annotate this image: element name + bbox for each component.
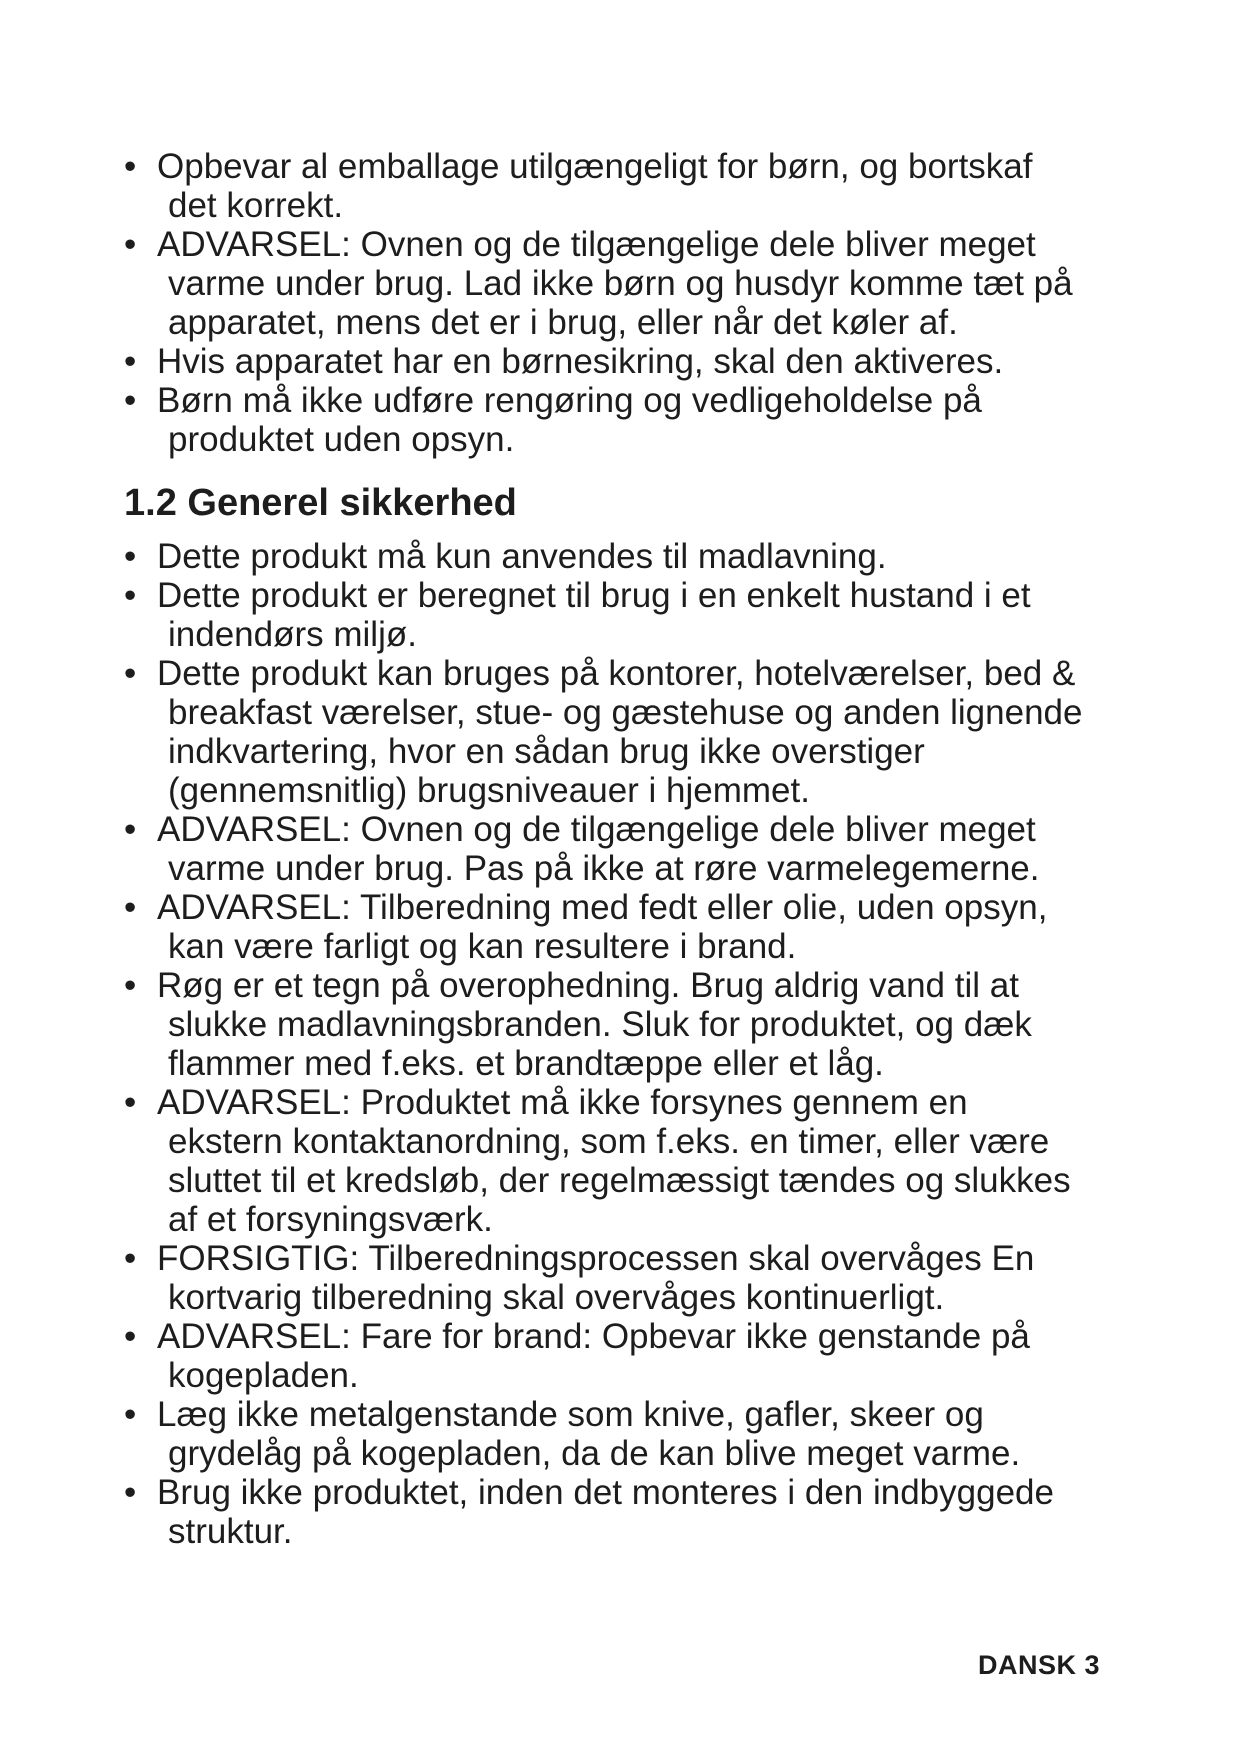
list-item — [124, 225, 1124, 342]
list-item-line: kogepladen. — [168, 1356, 359, 1395]
list-item-line: • Dette produkt er beregnet til brug i en enkelt hustand i et — [157, 576, 1031, 615]
list-item — [124, 810, 1124, 888]
list-item-line: kan være farligt og kan resultere i brand. — [168, 927, 797, 966]
list-item-line: varme under brug. Lad ikke børn og husdyr komme tæt på — [168, 264, 1073, 303]
page-content — [124, 147, 1124, 1551]
list-item-line: • ADVARSEL: Produktet må ikke forsynes gennem en — [157, 1083, 968, 1122]
list-item-line: indkvartering, hvor en sådan brug ikke overstiger — [168, 732, 925, 771]
safety-bullet-list — [124, 537, 1124, 1551]
list-item-line: • Røg er et tegn på overophedning. Brug aldrig vand til at — [157, 966, 1019, 1005]
list-item-line: slukke madlavningsbranden. Sluk for produktet, og dæk — [168, 1005, 1032, 1044]
list-item-line: • Brug ikke produktet, inden det monteres i den indbyggede — [157, 1473, 1054, 1512]
list-item-line: • ADVARSEL: Fare for brand: Opbevar ikke genstande på — [157, 1317, 1030, 1356]
list-item-line: • ADVARSEL: Tilberedning med fedt eller olie, uden opsyn, — [157, 888, 1048, 927]
list-item-line: produktet uden opsyn. — [168, 420, 515, 459]
list-item — [124, 381, 1124, 459]
list-item — [124, 1239, 1124, 1317]
page-footer: DANSK 3 — [977, 1650, 1100, 1680]
list-item-line: • Dette produkt må kun anvendes til madlavning. — [157, 537, 887, 576]
list-item-line: flammer med f.eks. et brandtæppe eller et låg. — [168, 1044, 884, 1083]
list-item-line: det korrekt. — [168, 186, 344, 225]
list-item-line: • ADVARSEL: Ovnen og de tilgængelige dele bliver meget — [157, 810, 1036, 849]
list-item — [124, 537, 1124, 576]
list-item — [124, 576, 1124, 654]
list-item — [124, 654, 1124, 810]
list-item-line: • ADVARSEL: Ovnen og de tilgængelige dele bliver meget — [157, 225, 1036, 264]
list-item-line: varme under brug. Pas på ikke at røre varmelegemerne. — [168, 849, 1040, 888]
list-item-line: sluttet til et kredsløb, der regelmæssigt tændes og slukkes — [168, 1161, 1071, 1200]
list-item-line: struktur. — [168, 1512, 293, 1551]
list-item — [124, 1395, 1124, 1473]
list-item — [124, 1317, 1124, 1395]
list-item-line: kortvarig tilberedning skal overvåges kontinuerligt. — [168, 1278, 945, 1317]
list-item-line: (gennemsnitlig) brugsniveauer i hjemmet. — [168, 771, 810, 810]
list-item — [124, 888, 1124, 966]
list-item — [124, 966, 1124, 1083]
intro-bullet-list — [124, 147, 1124, 459]
list-item-line: • Hvis apparatet har en børnesikring, skal den aktiveres. — [157, 342, 1004, 381]
list-item-line: • FORSIGTIG: Tilberedningsprocessen skal overvåges En — [157, 1239, 1035, 1278]
list-item-line: apparatet, mens det er i brug, eller når det køler af. — [168, 303, 958, 342]
list-item-line: • Opbevar al emballage utilgængeligt for børn, og bortskaf — [157, 147, 1033, 186]
list-item-line: • Dette produkt kan bruges på kontorer, hotelværelser, bed & — [157, 654, 1076, 693]
section-heading: 1.2 Generel sikkerhed — [124, 482, 517, 524]
list-item — [124, 1083, 1124, 1239]
list-item-line: • Læg ikke metalgenstande som knive, gafler, skeer og — [157, 1395, 984, 1434]
list-item — [124, 1473, 1124, 1551]
list-item-line: af et forsyningsværk. — [168, 1200, 493, 1239]
list-item-line: • Børn må ikke udføre rengøring og vedligeholdelse på — [157, 381, 982, 420]
list-item — [124, 147, 1124, 225]
list-item-line: indendørs miljø. — [168, 615, 417, 654]
list-item — [124, 342, 1124, 381]
list-item-line: grydelåg på kogepladen, da de kan blive meget varme. — [168, 1434, 1021, 1473]
list-item-line: breakfast værelser, stue- og gæstehuse og anden lignende — [168, 693, 1083, 732]
list-item-line: ekstern kontaktanordning, som f.eks. en timer, eller være — [168, 1122, 1050, 1161]
